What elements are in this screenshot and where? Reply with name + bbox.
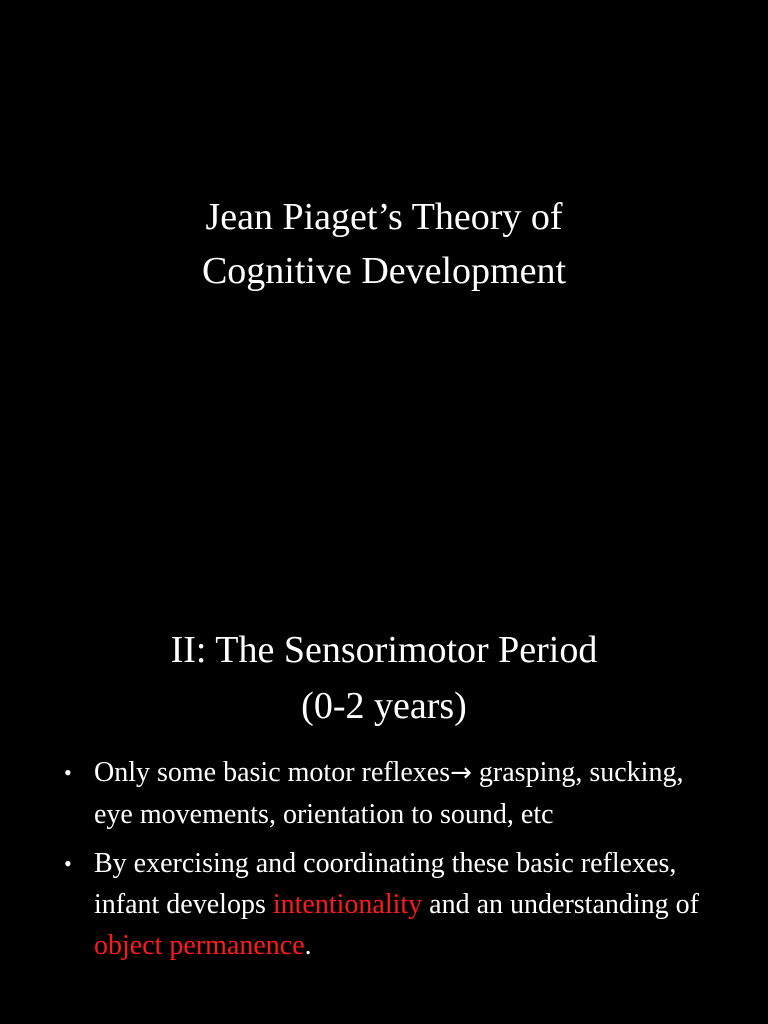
title-line-1: Jean Piaget’s Theory of [205, 196, 563, 238]
bullet2-text-a: By exercising and coordinating these basic reflexes, infant develops [94, 848, 677, 920]
arrow-right-icon: → [450, 758, 472, 788]
bullet-item-intentionality [60, 843, 720, 966]
heading-line-2: (0-2 years) [301, 685, 467, 727]
bullet1-text-b: grasping, sucking, eye movements, orientation to sound, etc [94, 757, 684, 830]
sensorimotor-heading [0, 622, 768, 734]
bullet-item-reflexes [60, 752, 720, 835]
highlight-intentionality: intentionality [272, 889, 423, 920]
slide-title-heading [0, 190, 768, 298]
bullet2-text-c: . [304, 930, 312, 961]
bullet-dot-icon: • [64, 760, 72, 785]
title-line-2: Cognitive Development [201, 250, 567, 292]
bullet1-text-a: Only some basic motor reflexes [94, 757, 451, 788]
heading-line-1: II: The Sensorimotor Period [170, 629, 598, 671]
bullet2-text-b: and an understanding of [422, 889, 699, 920]
highlight-object-permanence: object permanence [94, 930, 305, 961]
bullet-dot-icon: • [64, 851, 72, 876]
bullet-list [60, 752, 720, 974]
